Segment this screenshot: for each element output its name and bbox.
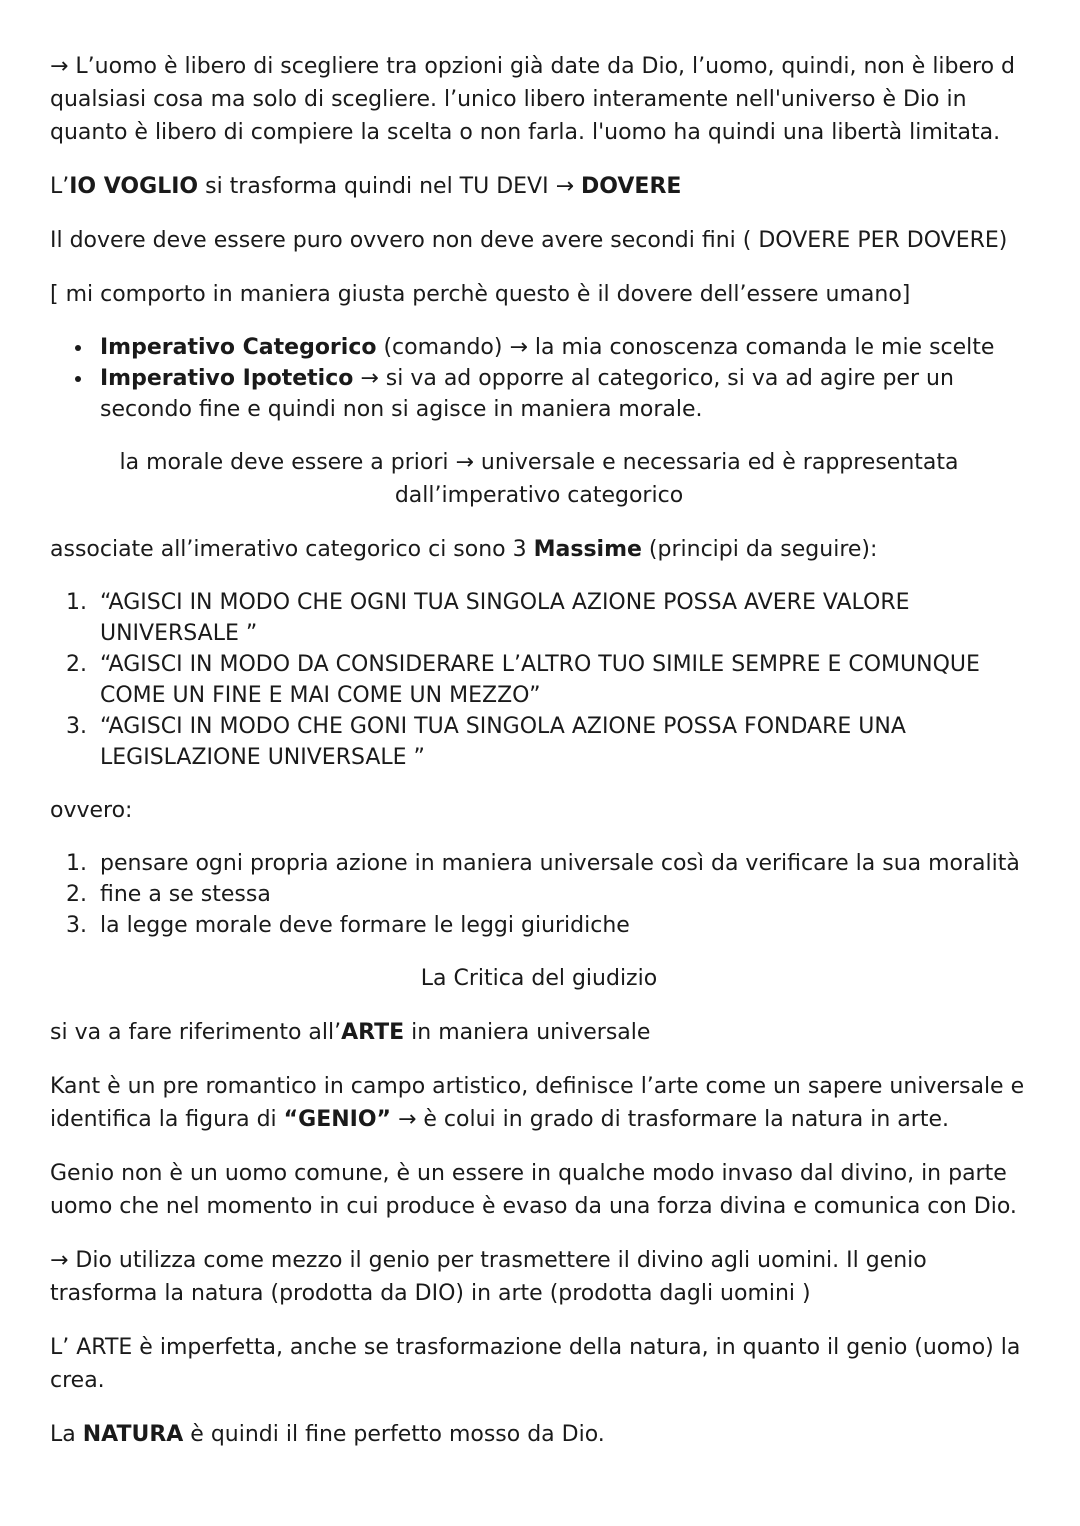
io-voglio-line	[50, 170, 1028, 203]
io-voglio-middle: si trasforma quindi nel TU DEVI →	[198, 174, 582, 199]
kant-paragraph	[50, 1070, 1028, 1136]
list-item: 1. pensare ogni propria azione in maniera universale così da verificare la sua moralità	[94, 848, 1028, 879]
list-item: 3. “AGISCI IN MODO CHE GONI TUA SINGOLA AZIONE POSSA FONDARE UNA LEGISLAZIONE UNIVERSALE ”	[94, 711, 1028, 773]
dio-paragraph: → Dio utilizza come mezzo il genio per trasmettere il divino agli uomini. Il genio trasforma la natura (prodotta da DIO) in arte (prodotta dagli uomini )	[50, 1248, 927, 1306]
section-title: La Critica del giudizio	[420, 966, 658, 991]
massime-bold: Massime	[533, 537, 642, 562]
io-voglio-bold: IO VOGLIO	[69, 174, 199, 199]
ovvero-list	[50, 848, 1028, 941]
imperative-label: Imperativo Ipotetico	[100, 366, 354, 391]
arte-bold: ARTE	[341, 1020, 405, 1045]
list-item: 2. fine a se stessa	[94, 879, 1028, 910]
ovvero-label: ovvero:	[50, 798, 133, 823]
massime-intro-after: (principi da seguire):	[641, 537, 878, 562]
kant-after: → è colui in grado di trasformare la natura in arte.	[390, 1107, 949, 1132]
imperative-text: → si va ad opporre al categorico, si va ad agire per un secondo fine e quindi non si agisce in maniera morale.	[100, 366, 954, 422]
arte-after: in maniera universale	[404, 1020, 651, 1045]
arte-line	[50, 1016, 1028, 1049]
list-item	[94, 332, 1028, 363]
list-item: 2. “AGISCI IN MODO DA CONSIDERARE L’ALTRO TUO SIMILE SEMPRE E COMUNQUE COME UN FINE E MAI COME UN MEZZO”	[94, 649, 1028, 711]
natura-line	[50, 1418, 1028, 1451]
imperative-label: Imperativo Categorico	[100, 335, 377, 360]
kant-before: Kant è un pre romantico in campo artistico, definisce l’arte come un sapere universale e identifica la figura di	[50, 1074, 1025, 1132]
massime-intro-before: associate all’imerativo categorico ci sono 3	[50, 537, 534, 562]
arte-imperfetta-paragraph: L’ ARTE è imperfetta, anche se trasformazione della natura, in quanto il genio (uomo) la crea.	[50, 1335, 1021, 1393]
dovere-bold: DOVERE	[581, 174, 682, 199]
list-item: 3. la legge morale deve formare le leggi giuridiche	[94, 910, 1028, 941]
massime-list	[50, 587, 1028, 773]
list-item: 1. “AGISCI IN MODO CHE OGNI TUA SINGOLA AZIONE POSSA AVERE VALORE UNIVERSALE ”	[94, 587, 1028, 649]
dovere-puro-line: Il dovere deve essere puro ovvero non deve avere secondi fini ( DOVERE PER DOVERE)	[50, 228, 1008, 253]
imperative-text: (comando) → la mia conoscenza comanda le mie scelte	[376, 335, 995, 360]
io-voglio-prefix: L’	[50, 174, 70, 199]
natura-after: è quindi il fine perfetto mosso da Dio.	[183, 1422, 605, 1447]
list-item	[94, 363, 1028, 425]
morale-line: la morale deve essere a priori → universale e necessaria ed è rappresentata dall’imperativo categorico	[119, 450, 959, 508]
natura-before: La	[50, 1422, 83, 1447]
genio-bold: “GENIO”	[283, 1107, 391, 1132]
imperatives-list	[50, 332, 1028, 425]
genio-paragraph: Genio non è un uomo comune, è un essere in qualche modo invaso dal divino, in parte uomo che nel momento in cui produce è evaso da una forza divina e comunica con Dio.	[50, 1161, 1017, 1219]
natura-bold: NATURA	[82, 1422, 184, 1447]
massime-intro	[50, 533, 1028, 566]
arte-before: si va a fare riferimento all’	[50, 1020, 342, 1045]
bracket-note: [ mi comporto in maniera giusta perchè questo è il dovere dell’essere umano]	[50, 282, 911, 307]
intro-paragraph: → L’uomo è libero di scegliere tra opzioni già date da Dio, l’uomo, quindi, non è libero d qualsiasi cosa ma solo di scegliere. l’unico libero interamente nell'universo è Dio in quanto è libero di compiere la scelta o non farla. l'uomo ha quindi una libertà limitata.	[50, 54, 1016, 145]
